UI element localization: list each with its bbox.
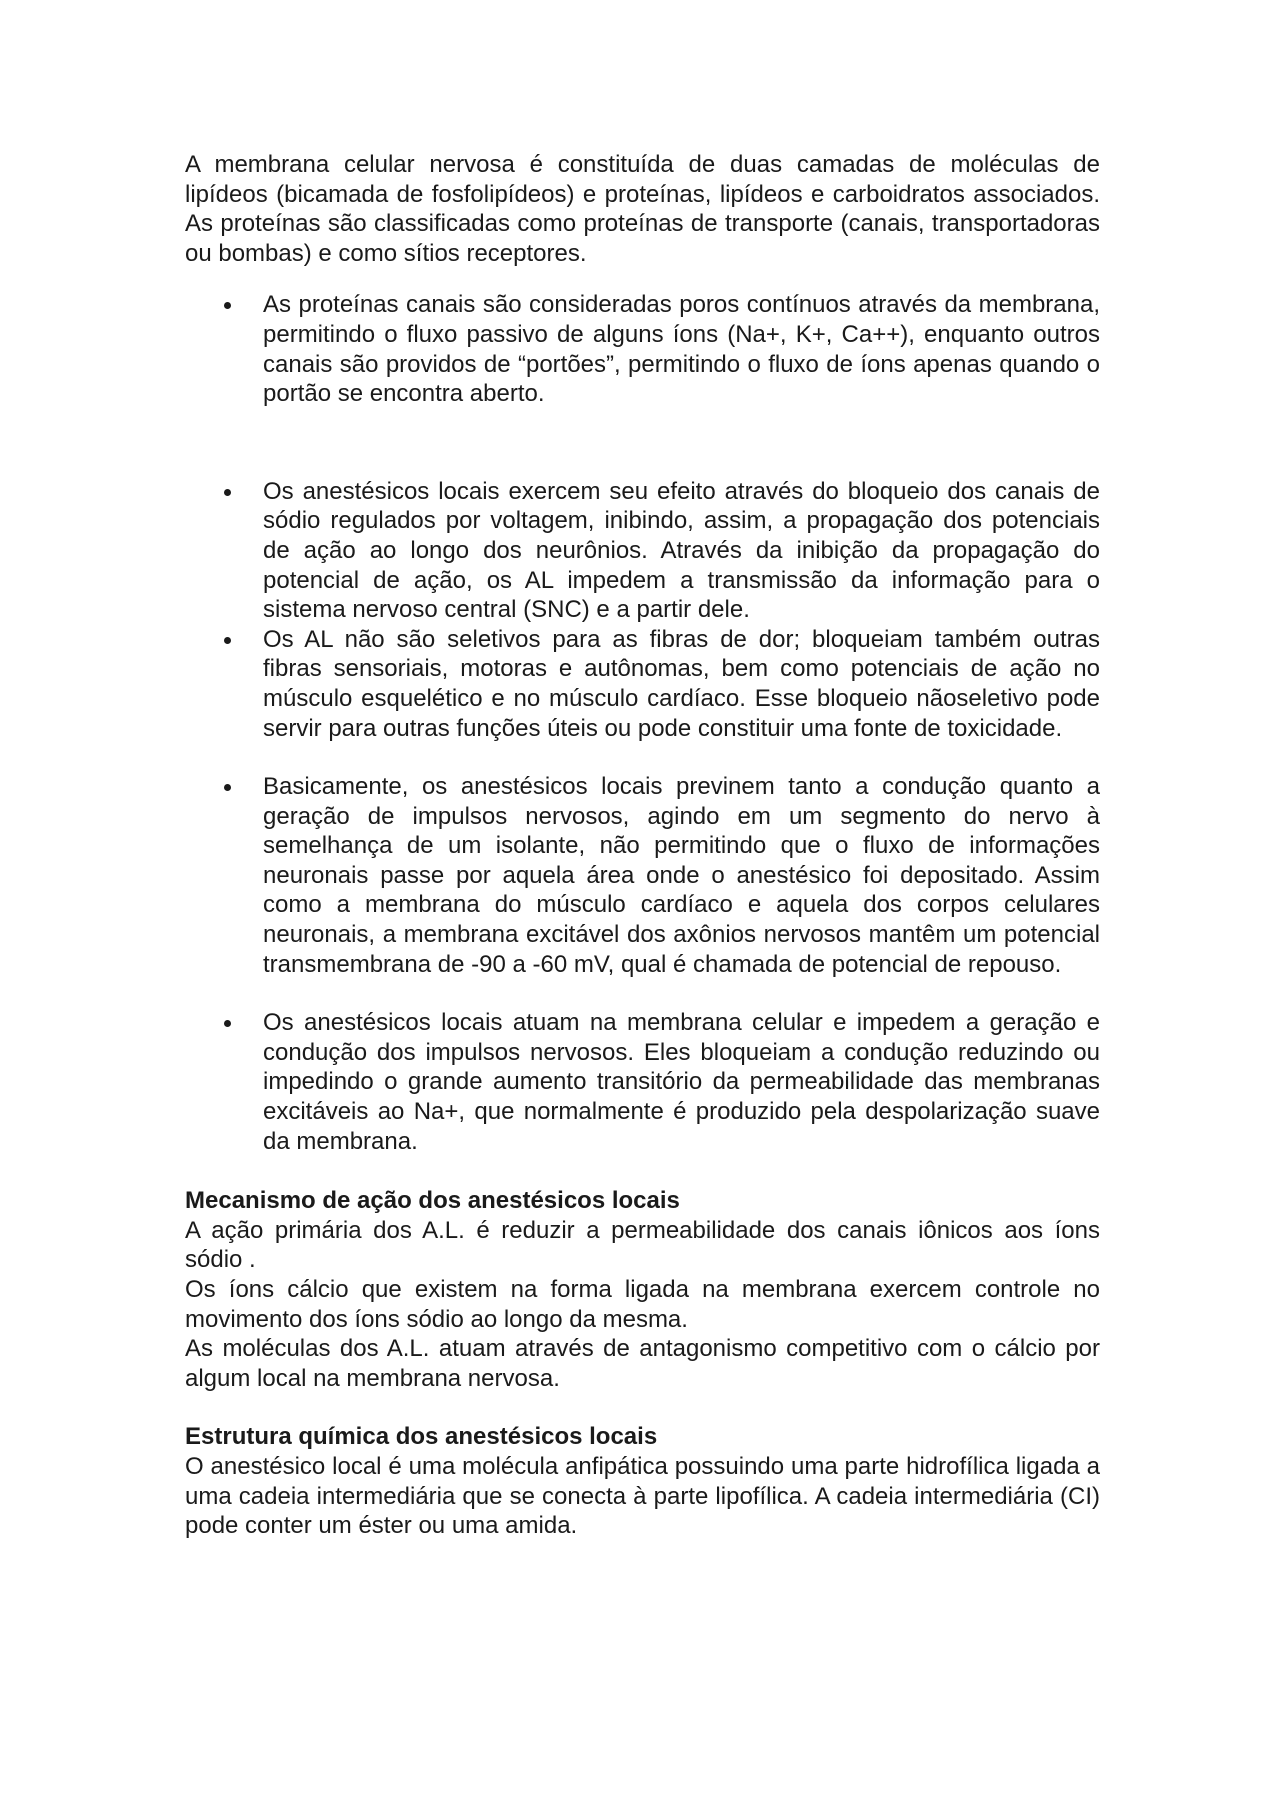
section-heading: Estrutura química dos anestésicos locais	[185, 1423, 658, 1451]
list-item-text: Os anestésicos locais atuam na membrana celular e impedem a geração e condução dos impulsos nervosos. Eles bloqueiam a condução reduzindo ou impedindo o grande aumento transitório da permeabilidade das membranas excitáveis ao Na+, que normalmente é produzido pela despolarização suave da membrana.	[263, 1009, 1100, 1155]
list-item	[185, 625, 1100, 743]
list-item-text: Os AL não são seletivos para as fibras de dor; bloqueiam também outras fibras sensoriais, motoras e autônomas, bem como potenciais de ação no músculo esquelético e no músculo cardíaco. Esse bloqueio nãoseletivo pode servir para outras funções úteis ou pode constituir uma fonte de toxicidade.	[263, 625, 1100, 742]
list-item	[185, 477, 1100, 625]
bullet-icon	[224, 784, 231, 791]
bullet-icon	[224, 302, 231, 309]
list-item	[185, 1008, 1100, 1156]
bullet-list	[185, 290, 1100, 1156]
section-paragraph: As moléculas dos A.L. atuam através de antagonismo competitivo com o cálcio por algum local na membrana nervosa.	[185, 1335, 1100, 1392]
document-page	[185, 150, 1100, 1541]
list-item-text: Os anestésicos locais exercem seu efeito através do bloqueio dos canais de sódio regulados por voltagem, inibindo, assim, a propagação dos potenciais de ação ao longo dos neurônios. Através da inibição da propagação do potencial de ação, os AL impedem a transmissão da informação para o sistema nervoso central (SNC) e a partir dele.	[263, 477, 1100, 624]
section-chemical-structure	[185, 1422, 1100, 1540]
section-paragraph: Os íons cálcio que existem na forma ligada na membrana exercem controle no movimento dos íons sódio ao longo da mesma.	[185, 1276, 1100, 1333]
list-item	[185, 290, 1100, 408]
bullet-icon	[224, 489, 231, 496]
list-item	[185, 772, 1100, 979]
section-paragraph: O anestésico local é uma molécula anfipática possuindo uma parte hidrofílica ligada a uma cadeia intermediária que se conecta à parte lipofílica. A cadeia intermediária (CI) pode conter um éster ou uma amida.	[185, 1452, 1100, 1540]
intro-paragraph: A membrana celular nervosa é constituída de duas camadas de moléculas de lipídeos (bicamada de fosfolipídeos) e proteínas, lipídeos e carboidratos associados. As proteínas são classificadas como proteínas de transporte (canais, transportadoras ou bombas) e como sítios receptores.	[185, 151, 1100, 267]
bullet-icon	[224, 1020, 231, 1027]
section-heading: Mecanismo de ação dos anestésicos locais	[185, 1187, 680, 1215]
section-mechanism	[185, 1186, 1100, 1393]
bullet-icon	[224, 637, 231, 644]
list-item-text: As proteínas canais são consideradas poros contínuos através da membrana, permitindo o fluxo passivo de alguns íons (Na+, K+, Ca++), enquanto outros canais são providos de “portões”, permitindo o fluxo de íons apenas quando o portão se encontra aberto.	[263, 291, 1100, 408]
list-item-text: Basicamente, os anestésicos locais previnem tanto a condução quanto a geração de impulsos nervosos, agindo em um segmento do nervo à semelhança de um isolante, não permitindo que o fluxo de informações neuronais passe por aquela área onde o anestésico foi depositado. Assim como a membrana do músculo cardíaco e aquela dos corpos celulares neuronais, a membrana excitável dos axônios nervosos mantêm um potencial transmembrana de -90 a -60 mV, qual é chamada de potencial de repouso.	[263, 773, 1100, 978]
section-paragraph: A ação primária dos A.L. é reduzir a permeabilidade dos canais iônicos aos íons sódio .	[185, 1216, 1100, 1274]
